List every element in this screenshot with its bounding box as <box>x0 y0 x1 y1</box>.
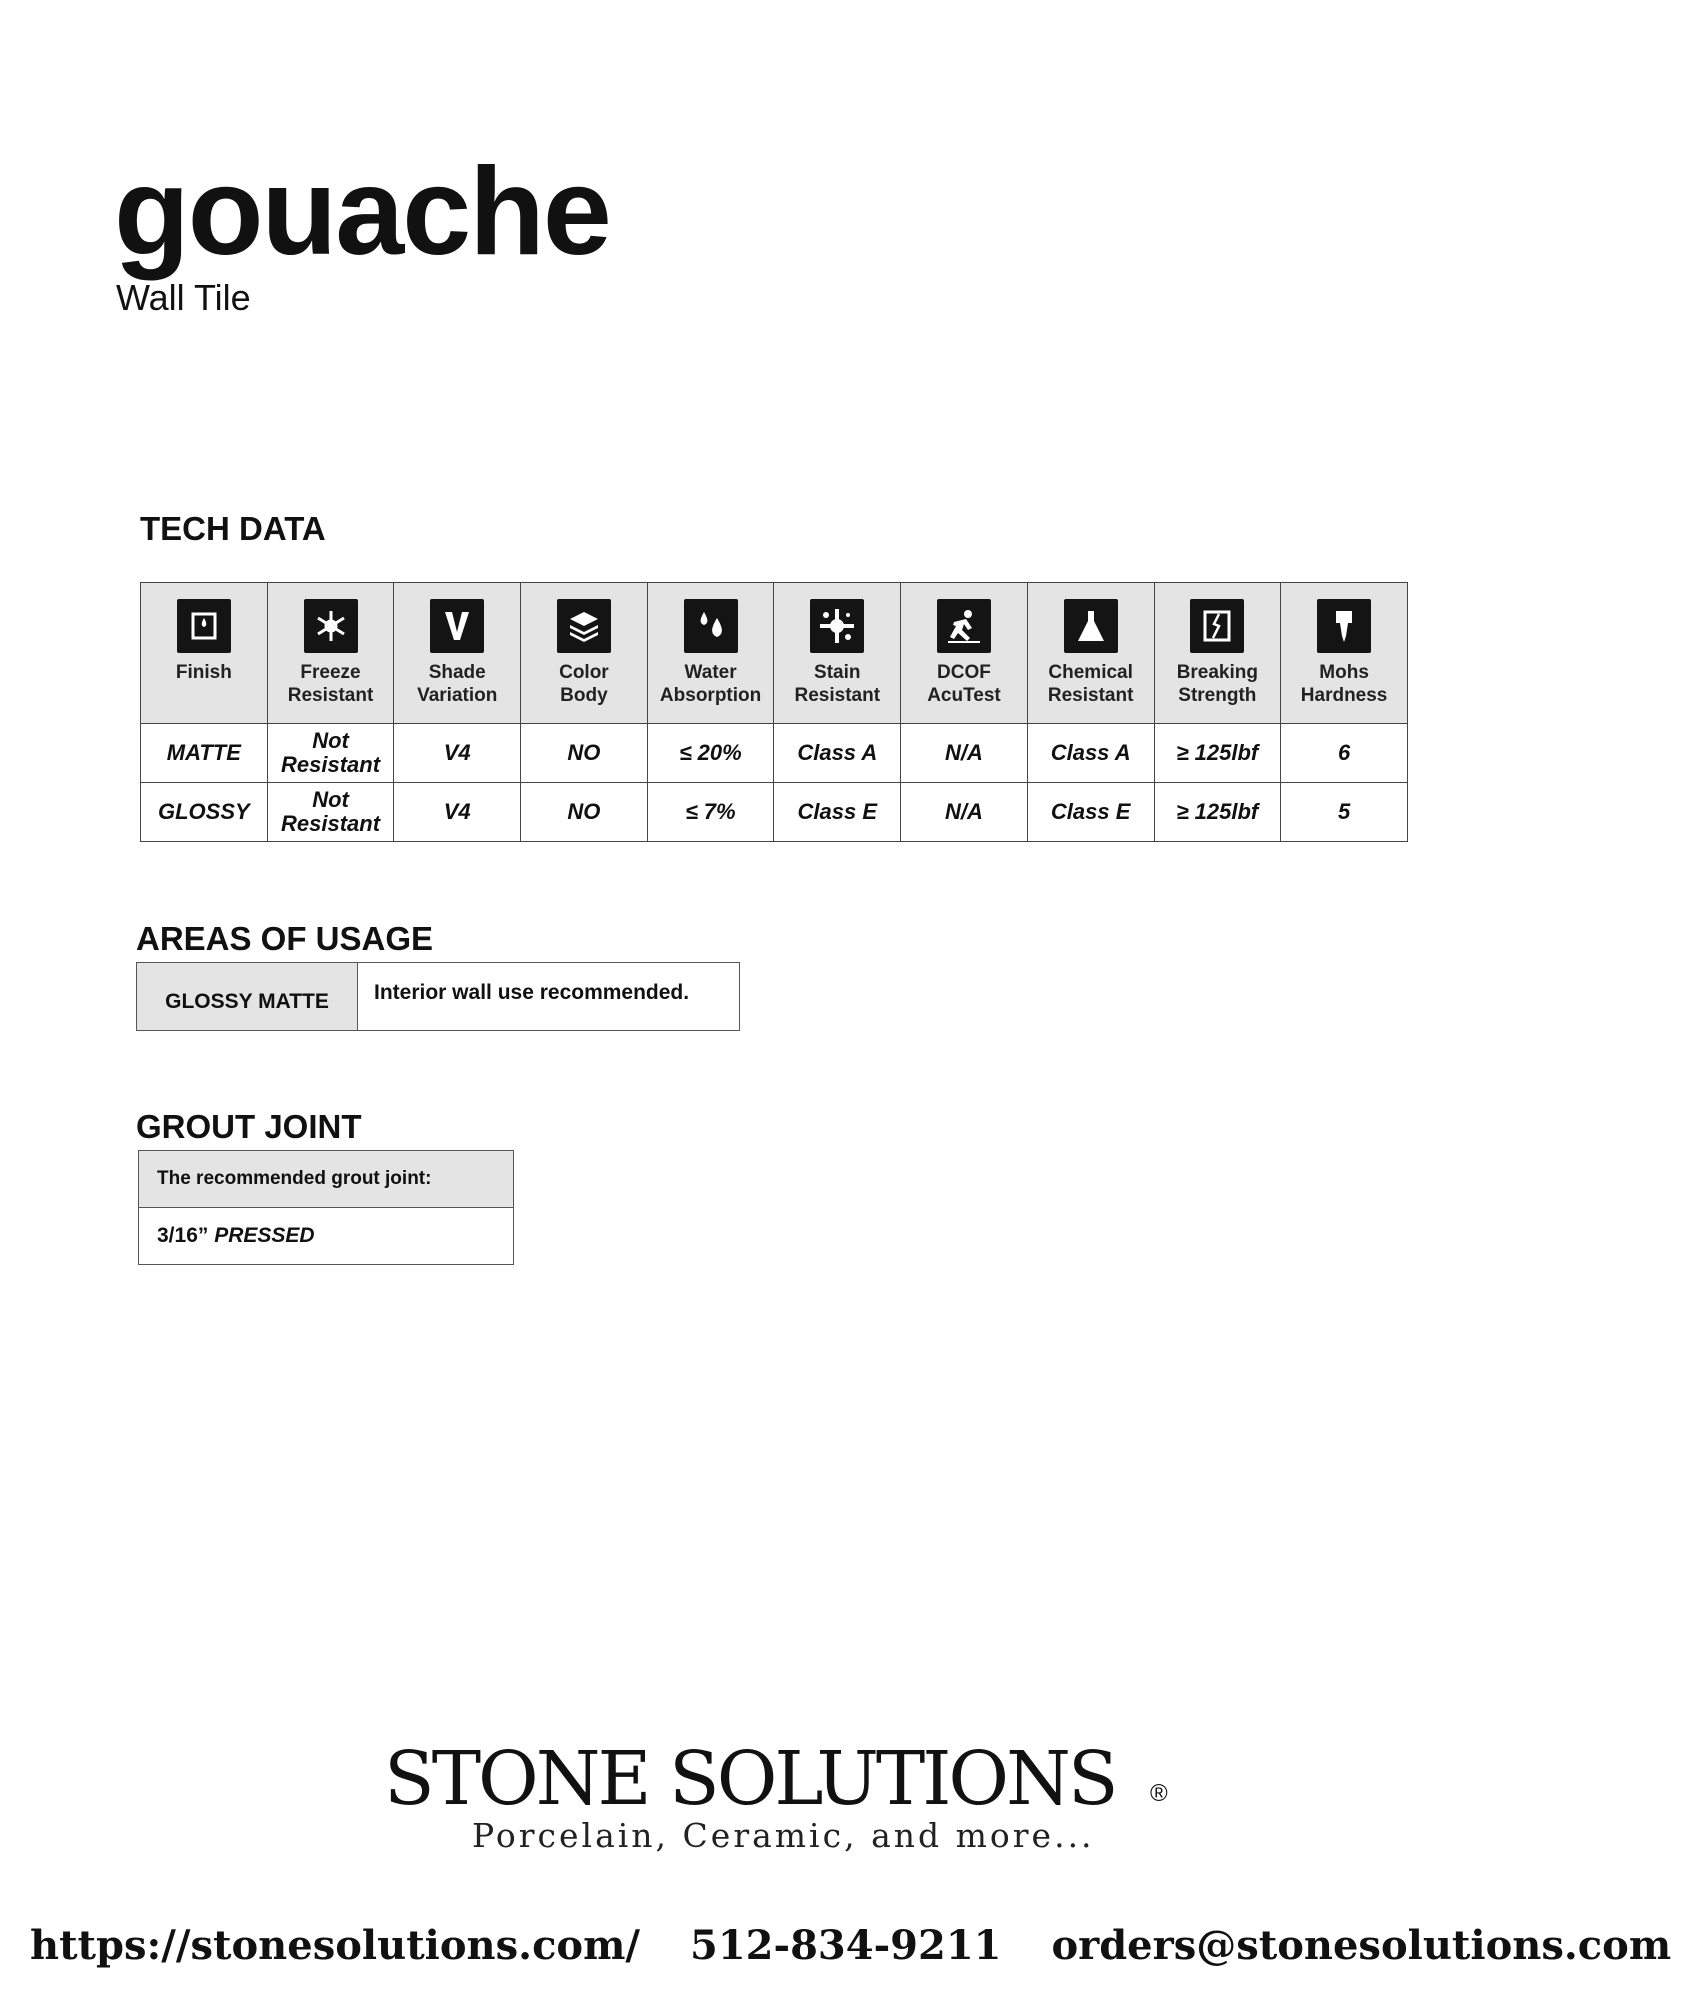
hardness-tool-icon <box>1317 599 1371 653</box>
cell-shade: V4 <box>394 783 521 842</box>
footer-email-link[interactable]: orders@stonesolutions.com <box>1051 1922 1672 1969</box>
cell-finish: MATTE <box>141 724 268 783</box>
tech-data-table <box>140 582 1408 842</box>
col-label: Mohs Hardness <box>1300 662 1388 706</box>
col-shade <box>394 583 521 724</box>
brand-logo-text: STONE SOLUTIONS <box>384 1736 1116 1822</box>
col-water <box>647 583 774 724</box>
product-title: gouache <box>114 143 610 281</box>
snowflake-icon <box>304 599 358 653</box>
cell-stain: Class A <box>774 724 901 783</box>
col-color-body <box>521 583 648 724</box>
grout-joint-table <box>138 1150 514 1265</box>
cell-dcof: N/A <box>901 783 1028 842</box>
cell-water: ≤ 20% <box>647 724 774 783</box>
areas-of-usage-heading: AREAS OF USAGE <box>136 920 434 957</box>
table-row-glossy <box>141 783 1408 842</box>
col-label: Water Absorption <box>659 662 762 706</box>
grout-joint-heading: GROUT JOINT <box>136 1108 362 1145</box>
crack-icon <box>1190 599 1244 653</box>
cell-chemical: Class E <box>1027 783 1154 842</box>
cell-breaking: ≥ 125lbf <box>1154 783 1281 842</box>
col-label: Chemical Resistant <box>1047 662 1134 706</box>
cell-breaking: ≥ 125lbf <box>1154 724 1281 783</box>
col-freeze <box>267 583 394 724</box>
cell-color-body: NO <box>521 724 648 783</box>
tech-data-heading: TECH DATA <box>140 510 326 547</box>
cell-finish: GLOSSY <box>141 783 268 842</box>
col-label: Freeze Resistant <box>287 662 374 706</box>
cell-dcof: N/A <box>901 724 1028 783</box>
footer-phone: 512-834-9211 <box>689 1922 1002 1969</box>
col-label: Stain Resistant <box>794 662 881 706</box>
footer-url-link[interactable]: https://stonesolutions.com/ <box>30 1922 641 1969</box>
cell-water: ≤ 7% <box>647 783 774 842</box>
cell-color-body: NO <box>521 783 648 842</box>
finish-icon <box>177 599 231 653</box>
brand-tagline: Porcelain, Ceramic, and more... <box>472 1816 1095 1855</box>
col-stain <box>774 583 901 724</box>
col-label: Color Body <box>559 662 609 706</box>
col-dcof <box>901 583 1028 724</box>
flask-icon <box>1064 599 1118 653</box>
footer-contact <box>30 1922 1672 1969</box>
shade-variation-icon <box>430 599 484 653</box>
cell-mohs: 6 <box>1281 724 1408 783</box>
cell-freeze: Not Resistant <box>267 724 394 783</box>
col-breaking <box>1154 583 1281 724</box>
col-label: DCOF AcuTest <box>927 662 1001 706</box>
col-label: Breaking Strength <box>1176 662 1258 706</box>
cell-chemical: Class A <box>1027 724 1154 783</box>
usage-text: Interior wall use recommended. <box>358 963 740 1031</box>
water-drops-icon <box>684 599 738 653</box>
cell-freeze: Not Resistant <box>267 783 394 842</box>
cell-shade: V4 <box>394 724 521 783</box>
col-finish <box>141 583 268 724</box>
cell-stain: Class E <box>774 783 901 842</box>
col-chemical <box>1027 583 1154 724</box>
table-row-matte <box>141 724 1408 783</box>
usage-finish-label: GLOSSY MATTE <box>137 963 358 1031</box>
areas-of-usage-table <box>136 962 740 1031</box>
tech-header-row <box>141 583 1408 724</box>
col-mohs <box>1281 583 1408 724</box>
product-subtitle: Wall Tile <box>116 277 251 318</box>
grout-header: The recommended grout joint: <box>139 1151 514 1208</box>
grout-size: 3/16” <box>157 1224 209 1247</box>
layers-icon <box>557 599 611 653</box>
cell-mohs: 5 <box>1281 783 1408 842</box>
grout-method: PRESSED <box>214 1224 315 1247</box>
stain-splash-icon <box>810 599 864 653</box>
col-label: Finish <box>175 662 232 683</box>
grout-value <box>139 1208 514 1265</box>
slip-person-icon <box>937 599 991 653</box>
col-label: Shade Variation <box>417 662 498 706</box>
registered-mark: ® <box>1150 1780 1168 1807</box>
